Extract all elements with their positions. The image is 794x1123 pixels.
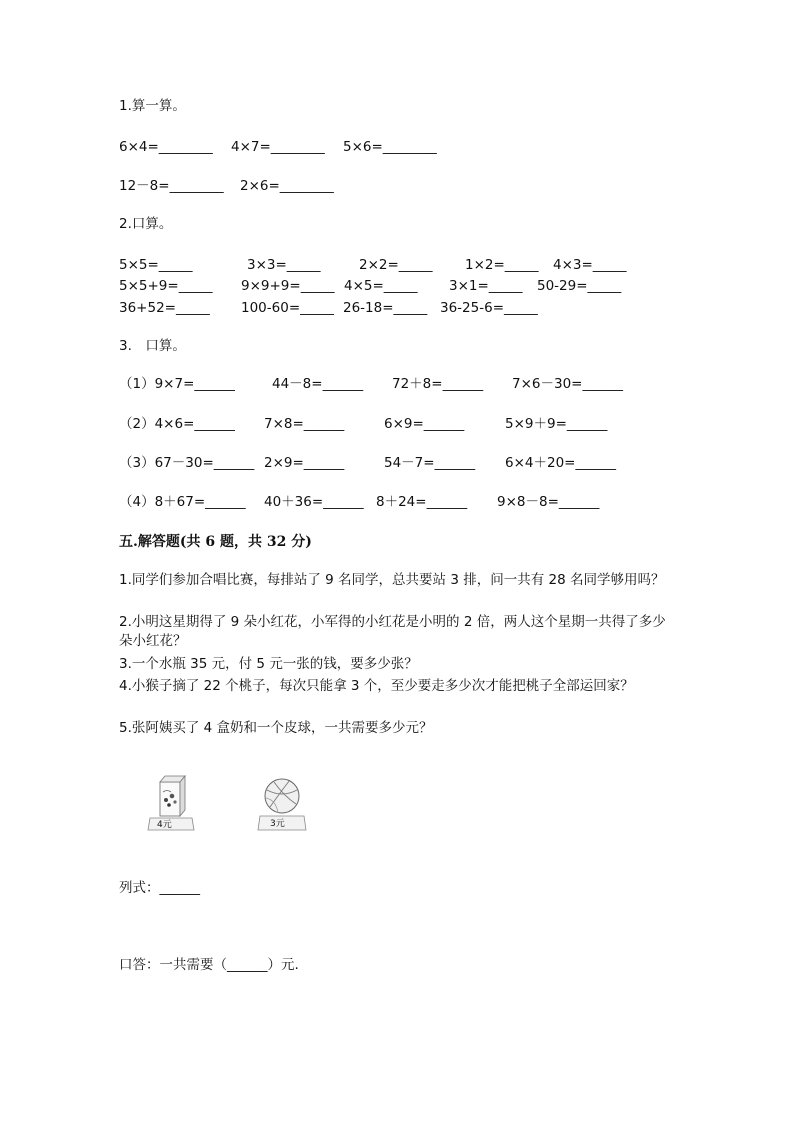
sec2-problem: 1×2=_____ <box>465 257 539 273</box>
section2-title: 2.口算。 <box>119 216 173 232</box>
question-4: 4.小猴子摘了 22 个桃子，每次只能拿 3 个，至少要走多少次才能把桃子全部运回家？ <box>119 678 634 694</box>
ball-price-label: 3元 <box>270 819 285 829</box>
sec3-problem: 9×8－8=______ <box>497 494 600 510</box>
milk-price-label: 4元 <box>157 820 172 830</box>
sec2-problem: 5×5+9=_____ <box>119 278 213 294</box>
ball-icon <box>254 774 310 832</box>
sec3-problem: （1）9×7=______ <box>119 376 235 392</box>
sec2-problem: 5×5=_____ <box>119 257 193 273</box>
sec3-problem: （3）67－30=______ <box>119 455 255 471</box>
sec1-problem: 4×7=________ <box>231 139 325 155</box>
sec2-problem: 3×1=_____ <box>449 278 523 294</box>
sec3-problem: （4）8＋67=______ <box>119 494 246 510</box>
sec2-problem: 26-18=_____ <box>343 300 428 316</box>
question-5: 5.张阿姨买了 4 盒奶和一个皮球，一共需要多少元？ <box>119 720 433 736</box>
sec3-problem: 6×4＋20=______ <box>505 455 616 471</box>
question-2: 2.小明这星期得了 9 朵小红花，小军得的小红花是小明的 2 倍，两人这个星期一共得了多少朵小红花？ <box>119 614 666 649</box>
milk-box-icon <box>146 774 196 832</box>
sec1-problem: 2×6=________ <box>240 178 334 194</box>
sec3-problem: 40＋36=______ <box>264 494 364 510</box>
section5-heading: 五.解答题(共 6 题，共 32 分) <box>119 534 312 550</box>
sec2-problem: 3×3=_____ <box>247 257 321 273</box>
sec1-problem: 12－8=________ <box>119 178 224 194</box>
question-1: 1.同学们参加合唱比赛，每排站了 9 名同学，总共要站 3 排，问一共有 28 名同学够用吗？ <box>119 572 665 588</box>
sec3-problem: 72＋8=______ <box>392 376 484 392</box>
sec2-problem: 50-29=_____ <box>537 278 622 294</box>
sec2-problem: 100-60=_____ <box>241 300 334 316</box>
sec2-problem: 9×9+9=_____ <box>241 278 335 294</box>
section1-title: 1.算一算。 <box>119 98 186 114</box>
formula-line: 列式：______ <box>119 880 200 896</box>
sec3-problem: 7×6－30=______ <box>512 376 623 392</box>
sec1-problem: 5×6=________ <box>343 139 437 155</box>
sec3-problem: 5×9＋9=______ <box>505 416 608 432</box>
sec3-problem: 8＋24=______ <box>376 494 468 510</box>
sec3-problem: 44－8=______ <box>272 376 364 392</box>
question-3: 3.一个水瓶 35 元，付 5 元一张的钱，要多少张？ <box>119 656 418 672</box>
sec3-problem: 7×8=______ <box>264 416 345 432</box>
sec3-problem: （2）4×6=______ <box>119 416 235 432</box>
sec2-problem: 36-25-6=_____ <box>440 300 538 316</box>
sec2-problem: 2×2=_____ <box>359 257 433 273</box>
sec2-problem: 36+52=_____ <box>119 300 210 316</box>
answer-line: 口答：一共需要（______）元. <box>119 957 299 973</box>
sec3-problem: 6×9=______ <box>384 416 465 432</box>
section3-title: 3. 口算。 <box>119 338 186 354</box>
sec1-problem: 6×4=________ <box>119 139 213 155</box>
sec3-problem: 54－7=______ <box>384 455 476 471</box>
sec2-problem: 4×3=_____ <box>553 257 627 273</box>
sec3-problem: 2×9=______ <box>264 455 345 471</box>
sec2-problem: 4×5=_____ <box>344 278 418 294</box>
